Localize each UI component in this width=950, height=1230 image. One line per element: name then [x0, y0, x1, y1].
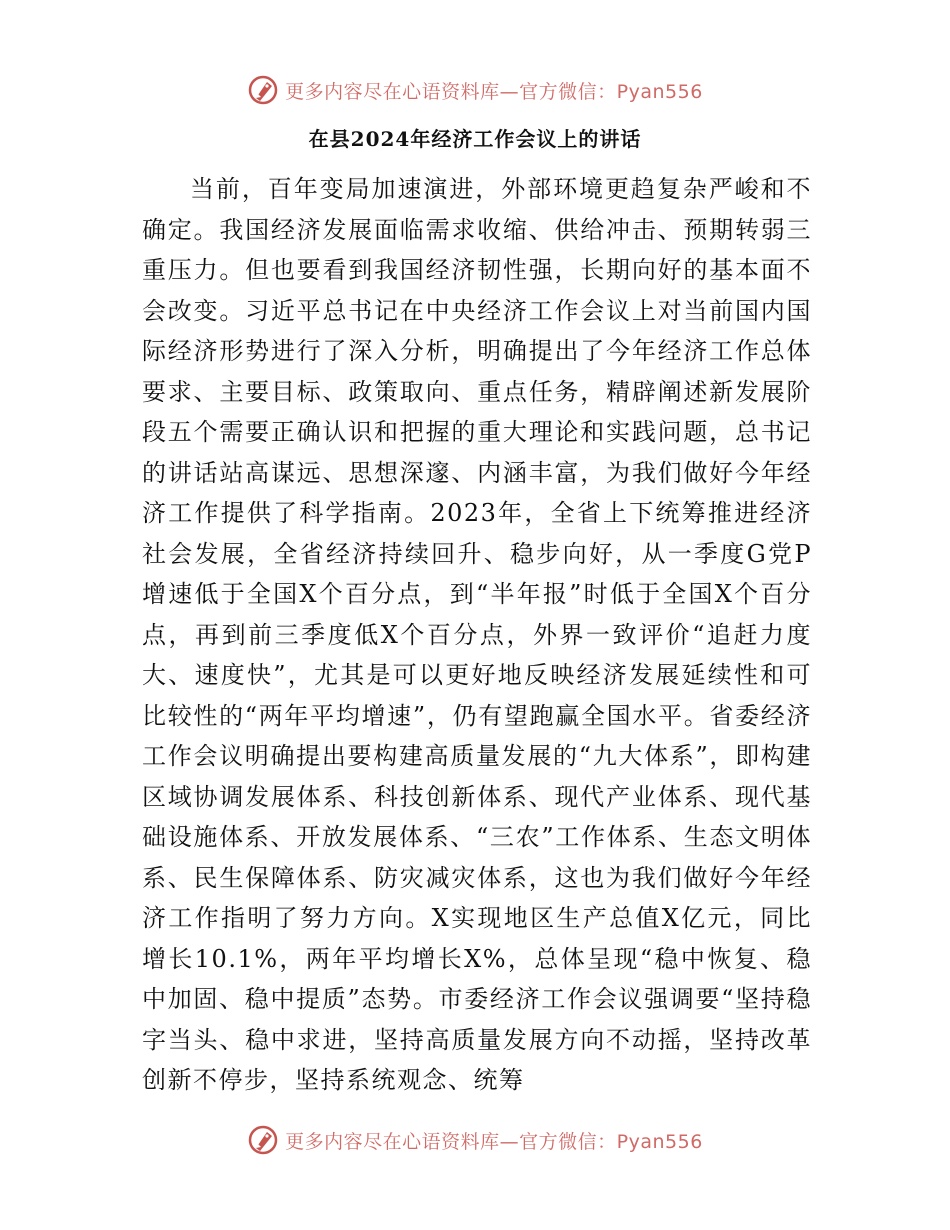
- watermark-banner-top: [0, 70, 950, 110]
- document-body-paragraph: 当前，百年变局加速演进，外部环境更趋复杂严峻和不确定。我国经济发展面临需求收缩、供给冲击、预期转弱三重压力。但也要看到我国经济韧性强，长期向好的基本面不会改变。习近平总书记在中央经济工作会议上对当前国内国际经济形势进行了深入分析，明确提出了今年经济工作总体要求、主要目标、政策取向、重点任务，精辟阐述新发展阶段五个需要正确认识和把握的重大理论和实践问题，总书记的讲话站高谋远、思想深邃、内涵丰富，为我们做好今年经济工作提供了科学指南。2023年，全省上下统筹推进经济社会发展，全省经济持续回升、稳步向好，从一季度G党P增速低于全国X个百分点，到“半年报”时低于全国X个百分点，再到前三季度低X个百分点，外界一致评价“追赶力度大、速度快”，尤其是可以更好地反映经济发展延续性和可比较性的“两年平均增速”，仍有望跑赢全国水平。省委经济工作会议明确提出要构建高质量发展的“九大体系”，即构建区域协调发展体系、科技创新体系、现代产业体系、现代基础设施体系、开放发展体系、“三农”工作体系、生态文明体系、民生保障体系、防灾减灾体系，这也为我们做好今年经济工作指明了努力方向。X实现地区生产总值X亿元，同比增长10.1%，两年平均增长X%，总体呈现“稳中恢复、稳中加固、稳中提质”态势。市委经济工作会议强调要“坚持稳字当头、稳中求进，坚持高质量发展方向不动摇，坚持改革创新不停步，坚持系统观念、统筹: [142, 175, 812, 1094]
- watermark-text: 更多内容尽在心语资料库—官方微信：Pyan556: [285, 1130, 703, 1153]
- watermark-text: 更多内容尽在心语资料库—官方微信：Pyan556: [285, 80, 703, 103]
- watermark-banner-bottom: [0, 1120, 950, 1160]
- pen-nib-logo-icon: [247, 1124, 279, 1156]
- document-title: 在县2024年经济工作会议上的讲话: [308, 127, 642, 151]
- pen-nib-logo-icon: [247, 74, 279, 106]
